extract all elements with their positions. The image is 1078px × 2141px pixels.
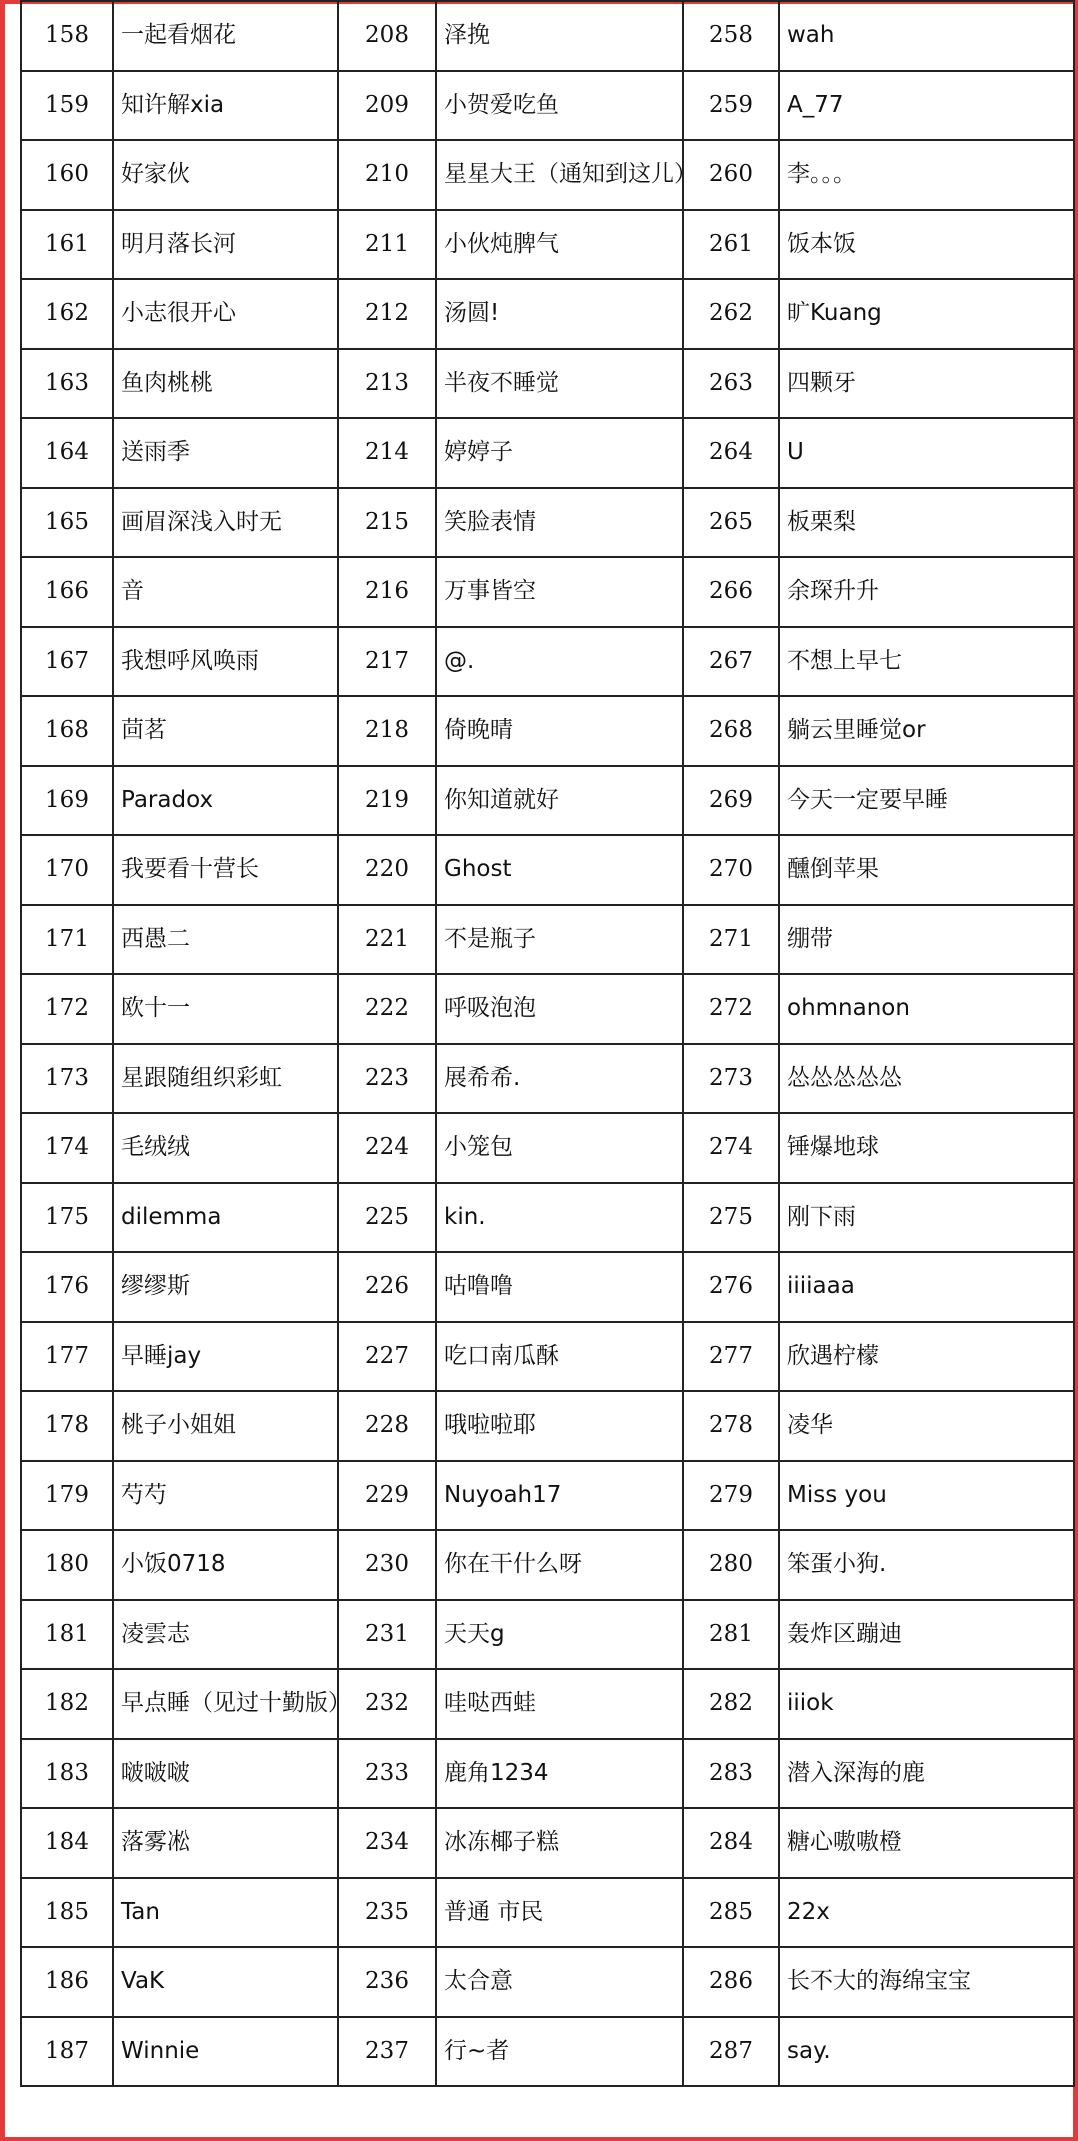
entry-name: 鹿角1234 <box>436 1739 683 1809</box>
entry-number: 174 <box>21 1113 113 1183</box>
entry-name: 落雾凇 <box>113 1808 338 1878</box>
entry-number: 222 <box>338 974 436 1044</box>
entry-name: 汤圆! <box>436 279 683 349</box>
entry-name: 哇哒西蛙 <box>436 1669 683 1739</box>
entry-number: 278 <box>683 1391 779 1461</box>
entry-number: 176 <box>21 1252 113 1322</box>
entry-name: 音 <box>113 557 338 627</box>
entry-number: 216 <box>338 557 436 627</box>
entry-number: 185 <box>21 1878 113 1948</box>
entry-name: 毛绒绒 <box>113 1113 338 1183</box>
entry-number: 186 <box>21 1947 113 2017</box>
entry-name: 太合意 <box>436 1947 683 2017</box>
entry-name: 星星大王（通知到这儿） <box>436 140 683 210</box>
entry-number: 279 <box>683 1461 779 1531</box>
entry-name: 小笼包 <box>436 1113 683 1183</box>
entry-name: 冰冻椰子糕 <box>436 1808 683 1878</box>
entry-name: 我想呼风唤雨 <box>113 627 338 697</box>
entry-name: 李。。。 <box>779 140 1074 210</box>
table-row <box>21 974 1074 1044</box>
entry-number: 217 <box>338 627 436 697</box>
table-row <box>21 1600 1074 1670</box>
entry-number: 221 <box>338 905 436 975</box>
table-row <box>21 1461 1074 1531</box>
entry-name: 饭本饭 <box>779 210 1074 280</box>
entry-name: @. <box>436 627 683 697</box>
entry-name: 不是瓶子 <box>436 905 683 975</box>
entry-name: 普通 市民 <box>436 1878 683 1948</box>
entry-name: A_77 <box>779 71 1074 141</box>
entry-number: 210 <box>338 140 436 210</box>
entry-name: 行~者 <box>436 2017 683 2087</box>
entry-name: 茴茗 <box>113 696 338 766</box>
entry-number: 269 <box>683 766 779 836</box>
entry-name: 星跟随组织彩虹 <box>113 1044 338 1114</box>
entry-number: 182 <box>21 1669 113 1739</box>
entry-number: 276 <box>683 1252 779 1322</box>
entry-number: 173 <box>21 1044 113 1114</box>
entry-name: 画眉深浅入时无 <box>113 488 338 558</box>
entry-number: 218 <box>338 696 436 766</box>
entry-name: dilemma <box>113 1183 338 1253</box>
entry-number: 270 <box>683 835 779 905</box>
entry-name: U <box>779 418 1074 488</box>
entry-number: 226 <box>338 1252 436 1322</box>
entry-name: 欧十一 <box>113 974 338 1044</box>
entry-name: 刚下雨 <box>779 1183 1074 1253</box>
entry-name: 万事皆空 <box>436 557 683 627</box>
entry-number: 224 <box>338 1113 436 1183</box>
entry-number: 164 <box>21 418 113 488</box>
entry-number: 260 <box>683 140 779 210</box>
table-row <box>21 835 1074 905</box>
entry-number: 235 <box>338 1878 436 1948</box>
entry-number: 180 <box>21 1530 113 1600</box>
entry-name: 西愚二 <box>113 905 338 975</box>
entry-name: 送雨季 <box>113 418 338 488</box>
entry-number: 281 <box>683 1600 779 1670</box>
entry-number: 285 <box>683 1878 779 1948</box>
entry-name: say. <box>779 2017 1074 2087</box>
name-roster-table <box>20 0 1075 2087</box>
entry-number: 271 <box>683 905 779 975</box>
entry-number: 236 <box>338 1947 436 2017</box>
entry-name: 小伙炖脾气 <box>436 210 683 280</box>
entry-number: 225 <box>338 1183 436 1253</box>
entry-name: Nuyoah17 <box>436 1461 683 1531</box>
entry-number: 171 <box>21 905 113 975</box>
entry-number: 280 <box>683 1530 779 1600</box>
entry-name: 笑脸表情 <box>436 488 683 558</box>
entry-name: 小饭0718 <box>113 1530 338 1600</box>
entry-name: Miss you <box>779 1461 1074 1531</box>
table-row <box>21 1183 1074 1253</box>
entry-name: 轰炸区蹦迪 <box>779 1600 1074 1670</box>
entry-name: 潜入深海的鹿 <box>779 1739 1074 1809</box>
entry-number: 167 <box>21 627 113 697</box>
entry-number: 229 <box>338 1461 436 1531</box>
table-row <box>21 1808 1074 1878</box>
table-row <box>21 1113 1074 1183</box>
table-row <box>21 766 1074 836</box>
table-row <box>21 696 1074 766</box>
entry-number: 282 <box>683 1669 779 1739</box>
entry-name: VaK <box>113 1947 338 2017</box>
entry-number: 227 <box>338 1322 436 1392</box>
entry-name: iiiok <box>779 1669 1074 1739</box>
entry-name: 吃口南瓜酥 <box>436 1322 683 1392</box>
entry-number: 175 <box>21 1183 113 1253</box>
entry-name: 啵啵啵 <box>113 1739 338 1809</box>
entry-number: 208 <box>338 1 436 71</box>
entry-name: 锤爆地球 <box>779 1113 1074 1183</box>
entry-number: 261 <box>683 210 779 280</box>
entry-name: 长不大的海绵宝宝 <box>779 1947 1074 2017</box>
entry-name: 好家伙 <box>113 140 338 210</box>
entry-number: 183 <box>21 1739 113 1809</box>
entry-number: 215 <box>338 488 436 558</box>
entry-number: 266 <box>683 557 779 627</box>
entry-number: 268 <box>683 696 779 766</box>
entry-number: 284 <box>683 1808 779 1878</box>
table-row <box>21 1947 1074 2017</box>
entry-name: ohmnanon <box>779 974 1074 1044</box>
entry-name: kin. <box>436 1183 683 1253</box>
entry-number: 209 <box>338 71 436 141</box>
entry-name: 绷带 <box>779 905 1074 975</box>
roster-body <box>21 1 1074 2086</box>
entry-name: 哦啦啦耶 <box>436 1391 683 1461</box>
entry-name: wah <box>779 1 1074 71</box>
entry-number: 165 <box>21 488 113 558</box>
entry-number: 223 <box>338 1044 436 1114</box>
entry-name: 知许解xia <box>113 71 338 141</box>
entry-number: 211 <box>338 210 436 280</box>
entry-number: 230 <box>338 1530 436 1600</box>
entry-name: Ghost <box>436 835 683 905</box>
entry-number: 177 <box>21 1322 113 1392</box>
entry-name: 泽挽 <box>436 1 683 71</box>
table-row <box>21 1252 1074 1322</box>
entry-number: 158 <box>21 1 113 71</box>
entry-number: 277 <box>683 1322 779 1392</box>
entry-number: 228 <box>338 1391 436 1461</box>
entry-name: 板栗梨 <box>779 488 1074 558</box>
entry-name: 你知道就好 <box>436 766 683 836</box>
table-row <box>21 1391 1074 1461</box>
entry-name: 鱼肉桃桃 <box>113 349 338 419</box>
entry-number: 232 <box>338 1669 436 1739</box>
entry-number: 184 <box>21 1808 113 1878</box>
entry-name: 倚晚晴 <box>436 696 683 766</box>
entry-name: 凌华 <box>779 1391 1074 1461</box>
entry-name: 笨蛋小狗. <box>779 1530 1074 1600</box>
entry-name: 芍芍 <box>113 1461 338 1531</box>
entry-number: 267 <box>683 627 779 697</box>
entry-name: 今天一定要早睡 <box>779 766 1074 836</box>
entry-name: 婷婷子 <box>436 418 683 488</box>
entry-number: 169 <box>21 766 113 836</box>
entry-number: 219 <box>338 766 436 836</box>
entry-name: 小志很开心 <box>113 279 338 349</box>
table-row <box>21 2017 1074 2087</box>
table-row <box>21 905 1074 975</box>
entry-name: Winnie <box>113 2017 338 2087</box>
entry-name: Paradox <box>113 766 338 836</box>
entry-name: 一起看烟花 <box>113 1 338 71</box>
entry-name: iiiiaaa <box>779 1252 1074 1322</box>
table-row <box>21 1669 1074 1739</box>
table-row <box>21 418 1074 488</box>
entry-name: 躺云里睡觉or <box>779 696 1074 766</box>
table-row <box>21 1739 1074 1809</box>
table-row <box>21 488 1074 558</box>
entry-name: 你在干什么呀 <box>436 1530 683 1600</box>
entry-number: 231 <box>338 1600 436 1670</box>
entry-name: 小贺爱吃鱼 <box>436 71 683 141</box>
entry-number: 170 <box>21 835 113 905</box>
table-row <box>21 1322 1074 1392</box>
entry-name: 不想上早七 <box>779 627 1074 697</box>
entry-number: 161 <box>21 210 113 280</box>
entry-name: 糖心嗷嗷橙 <box>779 1808 1074 1878</box>
table-row <box>21 210 1074 280</box>
entry-number: 172 <box>21 974 113 1044</box>
table-row <box>21 1044 1074 1114</box>
entry-name: Tan <box>113 1878 338 1948</box>
entry-name: 呼吸泡泡 <box>436 974 683 1044</box>
entry-number: 163 <box>21 349 113 419</box>
entry-number: 178 <box>21 1391 113 1461</box>
entry-number: 263 <box>683 349 779 419</box>
entry-number: 287 <box>683 2017 779 2087</box>
entry-number: 274 <box>683 1113 779 1183</box>
table-row <box>21 140 1074 210</box>
entry-number: 264 <box>683 418 779 488</box>
entry-number: 181 <box>21 1600 113 1670</box>
entry-number: 258 <box>683 1 779 71</box>
entry-number: 233 <box>338 1739 436 1809</box>
entry-number: 234 <box>338 1808 436 1878</box>
entry-number: 160 <box>21 140 113 210</box>
entry-number: 237 <box>338 2017 436 2087</box>
entry-name: 四颗牙 <box>779 349 1074 419</box>
entry-number: 273 <box>683 1044 779 1114</box>
entry-number: 283 <box>683 1739 779 1809</box>
entry-name: 余琛升升 <box>779 557 1074 627</box>
table-row <box>21 349 1074 419</box>
entry-name: 缪缪斯 <box>113 1252 338 1322</box>
table-row <box>21 1530 1074 1600</box>
table-row <box>21 71 1074 141</box>
entry-name: 天天g <box>436 1600 683 1670</box>
entry-name: 咕噜噜 <box>436 1252 683 1322</box>
entry-number: 286 <box>683 1947 779 2017</box>
entry-number: 159 <box>21 71 113 141</box>
entry-name: 怂怂怂怂怂 <box>779 1044 1074 1114</box>
entry-name: 凌雲志 <box>113 1600 338 1670</box>
table-row <box>21 279 1074 349</box>
entry-number: 166 <box>21 557 113 627</box>
table-row <box>21 1878 1074 1948</box>
entry-name: 醺倒苹果 <box>779 835 1074 905</box>
entry-number: 275 <box>683 1183 779 1253</box>
entry-name: 欣遇柠檬 <box>779 1322 1074 1392</box>
table-row <box>21 557 1074 627</box>
entry-number: 272 <box>683 974 779 1044</box>
entry-number: 265 <box>683 488 779 558</box>
entry-number: 179 <box>21 1461 113 1531</box>
entry-number: 168 <box>21 696 113 766</box>
entry-name: 我要看十营长 <box>113 835 338 905</box>
table-row <box>21 627 1074 697</box>
entry-name: 早睡jay <box>113 1322 338 1392</box>
entry-number: 214 <box>338 418 436 488</box>
entry-number: 187 <box>21 2017 113 2087</box>
entry-name: 半夜不睡觉 <box>436 349 683 419</box>
entry-name: 旷Kuang <box>779 279 1074 349</box>
entry-name: 早点睡（见过十勤版） <box>113 1669 338 1739</box>
entry-name: 桃子小姐姐 <box>113 1391 338 1461</box>
entry-name: 明月落长河 <box>113 210 338 280</box>
entry-number: 162 <box>21 279 113 349</box>
entry-number: 212 <box>338 279 436 349</box>
entry-number: 262 <box>683 279 779 349</box>
entry-number: 213 <box>338 349 436 419</box>
entry-name: 展希希. <box>436 1044 683 1114</box>
entry-number: 220 <box>338 835 436 905</box>
table-row <box>21 1 1074 71</box>
entry-name: 22x <box>779 1878 1074 1948</box>
entry-number: 259 <box>683 71 779 141</box>
